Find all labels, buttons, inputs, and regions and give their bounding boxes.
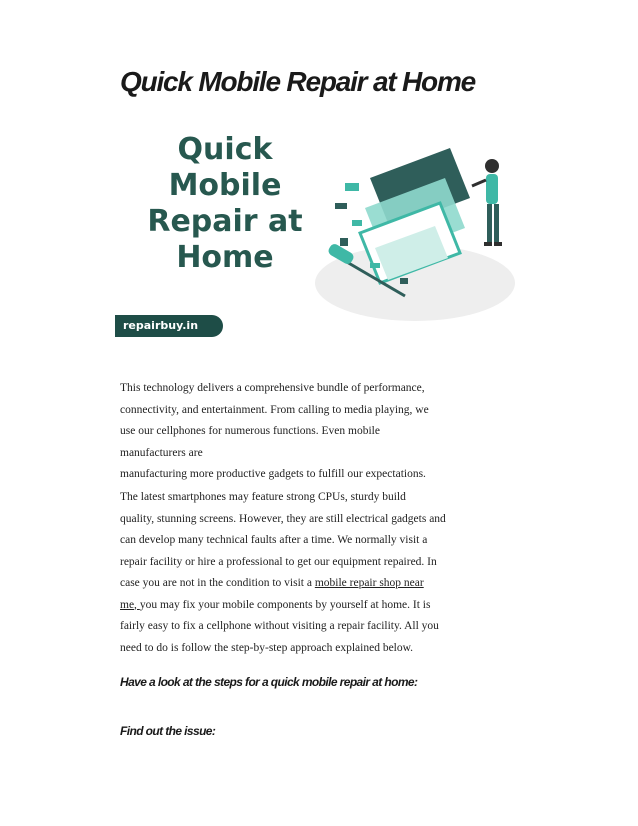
paragraph-line: fairly easy to fix a cellphone without visiting a repair facility. All you xyxy=(120,620,439,632)
hero-heading xyxy=(145,132,305,276)
repair-shop-link-continued[interactable]: me, xyxy=(120,598,140,611)
line-text: case you are not in the condition to visit a xyxy=(120,577,315,589)
paragraph-details xyxy=(120,487,480,659)
hero-image xyxy=(115,118,525,343)
paragraph-line: can develop many technical faults after a time. We normally visit a xyxy=(120,534,428,546)
paragraph-line: connectivity, and entertainment. From calling to media playing, we xyxy=(120,403,429,416)
section-heading-steps: Have a look at the steps for a quick mobile repair at home: xyxy=(120,675,418,689)
line-text: you may fix your mobile components by yourself at home. It is xyxy=(139,598,431,611)
page-title: Quick Mobile Repair at Home xyxy=(120,66,476,97)
phone-repair-illustration xyxy=(310,118,525,343)
paragraph-intro xyxy=(120,378,480,486)
paragraph-line: need to do is follow the step-by-step approach explained below. xyxy=(120,641,414,654)
hero-line-1: Quick xyxy=(177,132,273,167)
technician-figure-icon xyxy=(472,159,502,246)
paragraph-line: The latest smartphones may feature strong CPUs, sturdy build xyxy=(120,491,406,503)
paragraph-line: manufacturing more productive gadgets to fulfill our expectations. xyxy=(120,468,426,480)
paragraph-line xyxy=(120,595,480,617)
paragraph-line: repair facility or hire a professional to get our equipment repaired. In xyxy=(120,555,437,568)
paragraph-line: quality, stunning screens. However, they are still electrical gadgets and xyxy=(120,512,446,525)
paragraph-line: manufacturers are xyxy=(120,446,203,459)
brand-tag: repairbuy.in xyxy=(115,315,223,337)
repair-shop-link[interactable]: mobile repair shop near xyxy=(314,577,424,589)
section-heading-find-issue: Find out the issue: xyxy=(120,724,216,738)
paragraph-line: use our cellphones for numerous functions. Even mobile xyxy=(120,425,380,437)
paragraph-line xyxy=(120,573,480,595)
paragraph-line: This technology delivers a comprehensive bundle of performance, xyxy=(120,382,425,394)
hero-line-2: Mobile xyxy=(168,168,282,203)
hero-line-3: Repair at xyxy=(147,204,303,239)
hero-line-4: Home xyxy=(176,240,274,275)
